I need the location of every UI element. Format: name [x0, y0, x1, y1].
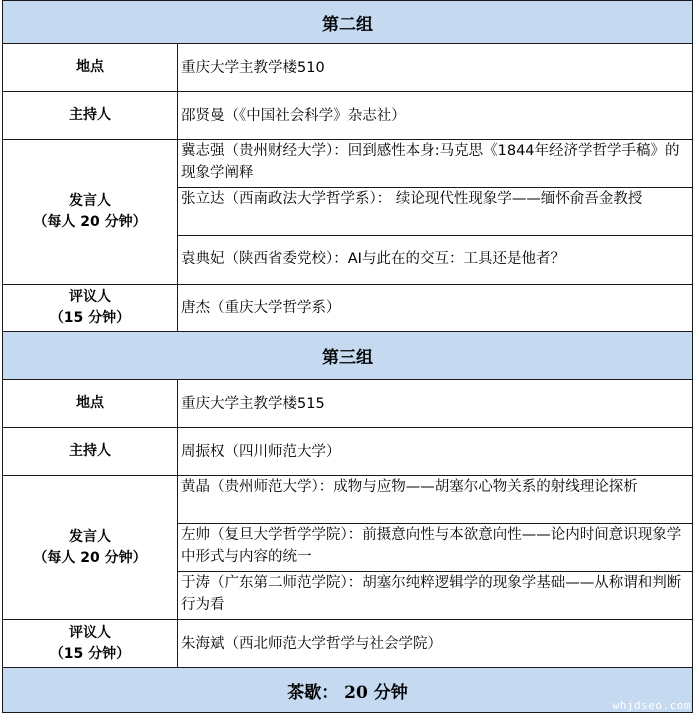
group2-host-row: [3, 92, 693, 140]
tea-break-label: 茶歇： 20 分钟: [3, 668, 693, 713]
group3-location-value: 重庆大学主教学楼515: [178, 380, 693, 428]
group3-speaker-3: 于涛（广东第二师范学院）：胡塞尔纯粹逻辑学的现象学基础——从称谓和判断行为看: [178, 571, 692, 619]
group2-title: 第二组: [3, 1, 693, 44]
group2-speakers-list: [178, 140, 693, 285]
group3-reviewer-time: （15 分钟）: [49, 645, 131, 662]
tea-break-row: [3, 668, 693, 713]
group2-reviewer-value: 唐杰（重庆大学哲学系）: [178, 285, 693, 332]
group3-location-row: [3, 380, 693, 428]
group3-reviewer-label-cell: [3, 620, 178, 668]
group2-reviewer-label: 评议人: [69, 289, 111, 305]
group3-speakers-label: 发言人: [69, 528, 111, 545]
group3-host-value: 周振权（四川师范大学）: [178, 428, 693, 476]
group2-speaker-2: 张立达（西南政法大学哲学系）： 续论现代性现象学——缅怀俞吾金教授: [178, 187, 692, 235]
group3-reviewer-value: 朱海斌（西北师范大学哲学与社会学院）: [178, 620, 693, 668]
group3-header-row: [3, 332, 693, 380]
group3-location-label: 地点: [3, 380, 178, 428]
group2-speakers-row: [3, 140, 693, 285]
schedule-table: [2, 0, 693, 713]
group2-reviewer-row: [3, 285, 693, 332]
group3-speaker-2: 左帅（复旦大学哲学学院）：前摄意向性与本欲意向性——论内时间意识现象学中形式与内容的统一: [178, 523, 692, 571]
group2-speaker-3: 袁典妃（陕西省委党校）：AI与此在的交互：工具还是他者？: [178, 235, 692, 284]
group3-speakers-label-cell: [3, 476, 178, 620]
group2-location-row: [3, 44, 693, 92]
group3-host-row: [3, 428, 693, 476]
group2-reviewer-time: （15 分钟）: [49, 310, 131, 326]
watermark-text: whjdseo.com: [612, 699, 691, 712]
group2-speakers-label: 发言人: [69, 193, 111, 209]
group2-host-value: 邵贤曼（《中国社会科学》杂志社）: [178, 92, 693, 140]
group3-speaker-1: 黄晶（贵州师范大学）：成物与应物——胡塞尔心物关系的射线理论探析: [181, 479, 638, 495]
group3-speakers-row: [3, 476, 693, 620]
group3-reviewer-label: 评议人: [69, 624, 111, 641]
group3-host-label: 主持人: [3, 428, 178, 476]
group3-speakers-list: [178, 476, 693, 620]
group3-speakers-time: （每人 20 分钟）: [33, 549, 147, 566]
group3-reviewer-row: [3, 620, 693, 668]
group2-reviewer-label-cell: [3, 285, 178, 332]
group2-host-label: 主持人: [3, 92, 178, 140]
group2-location-label: 地点: [3, 44, 178, 92]
group2-location-value: 重庆大学主教学楼510: [178, 44, 693, 92]
group2-speakers-time: （每人 20 分钟）: [33, 214, 147, 230]
group2-speaker-1: 冀志强（贵州财经大学）：回到感性本身:马克思《1844年经济学哲学手稿》的现象学阐释: [181, 143, 680, 181]
group2-header-row: [3, 1, 693, 44]
group3-title: 第三组: [3, 332, 693, 380]
group2-speakers-label-cell: [3, 140, 178, 285]
